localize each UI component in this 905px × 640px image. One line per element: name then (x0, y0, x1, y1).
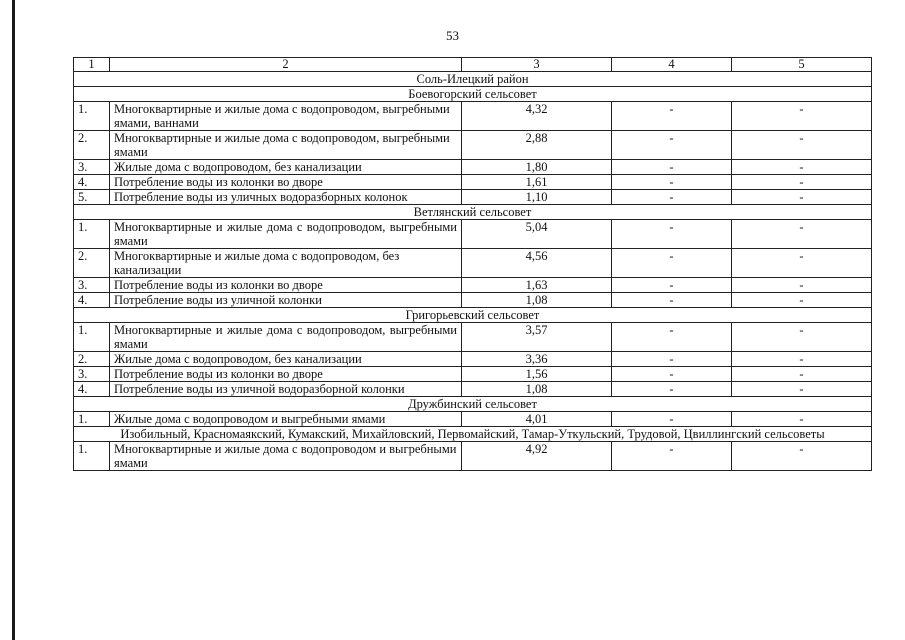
table-body (74, 72, 872, 471)
row-description: Многоквартирные и жилые дома с водопроводом, выгребными ямами (110, 220, 462, 249)
row-value: 4,01 (462, 412, 612, 427)
section-title: Григорьевский сельсовет (74, 308, 872, 323)
row-description: Потребление воды из колонки во дворе (110, 175, 462, 190)
row-value: 1,63 (462, 278, 612, 293)
row-number: 2. (74, 249, 110, 278)
row-column-4: - (612, 293, 732, 308)
row-column-5: - (732, 278, 872, 293)
row-column-5: - (732, 160, 872, 175)
table-row (74, 190, 872, 205)
row-description: Потребление воды из уличной колонки (110, 293, 462, 308)
row-number: 3. (74, 160, 110, 175)
column-header-3: 3 (462, 58, 612, 72)
row-column-4: - (612, 367, 732, 382)
row-column-5: - (732, 442, 872, 471)
row-column-5: - (732, 102, 872, 131)
table-row (74, 220, 872, 249)
row-column-4: - (612, 131, 732, 160)
row-description: Многоквартирные и жилые дома с водопроводом и выгребными ямами (110, 442, 462, 471)
row-number: 1. (74, 412, 110, 427)
table-row (74, 160, 872, 175)
row-column-4: - (612, 249, 732, 278)
section-title: Ветлянский сельсовет (74, 205, 872, 220)
row-column-4: - (612, 175, 732, 190)
column-number-row (74, 58, 872, 72)
row-column-4: - (612, 160, 732, 175)
row-number: 2. (74, 352, 110, 367)
row-column-4: - (612, 412, 732, 427)
row-column-5: - (732, 367, 872, 382)
row-column-4: - (612, 190, 732, 205)
section-row (74, 72, 872, 87)
row-column-4: - (612, 220, 732, 249)
row-value: 1,08 (462, 382, 612, 397)
row-number: 1. (74, 442, 110, 471)
section-row (74, 427, 872, 442)
row-value: 1,10 (462, 190, 612, 205)
row-column-5: - (732, 249, 872, 278)
column-header-2: 2 (110, 58, 462, 72)
table-row (74, 131, 872, 160)
row-value: 4,56 (462, 249, 612, 278)
row-value: 1,61 (462, 175, 612, 190)
row-description: Многоквартирные и жилые дома с водопроводом, выгребными ямами (110, 131, 462, 160)
row-column-4: - (612, 382, 732, 397)
row-number: 3. (74, 367, 110, 382)
row-description: Потребление воды из уличных водоразборных колонок (110, 190, 462, 205)
table-row (74, 367, 872, 382)
section-row (74, 87, 872, 102)
row-value: 4,32 (462, 102, 612, 131)
row-description: Жилые дома с водопроводом и выгребными ямами (110, 412, 462, 427)
section-title: Боевогорский сельсовет (74, 87, 872, 102)
table-row (74, 102, 872, 131)
row-number: 4. (74, 382, 110, 397)
row-column-5: - (732, 175, 872, 190)
table-row (74, 442, 872, 471)
row-number: 1. (74, 220, 110, 249)
table-row (74, 249, 872, 278)
section-title: Изобильный, Красномаякский, Кумакский, Михайловский, Первомайский, Тамар-Уткульский, Трудовой, Цвиллингский сельсоветы (74, 427, 872, 442)
row-column-4: - (612, 352, 732, 367)
row-column-4: - (612, 102, 732, 131)
row-number: 4. (74, 175, 110, 190)
table-row (74, 293, 872, 308)
row-number: 4. (74, 293, 110, 308)
row-number: 1. (74, 323, 110, 352)
tariff-table (73, 57, 872, 471)
row-number: 5. (74, 190, 110, 205)
section-row (74, 397, 872, 412)
row-number: 3. (74, 278, 110, 293)
table-row (74, 352, 872, 367)
row-column-4: - (612, 278, 732, 293)
row-column-5: - (732, 412, 872, 427)
row-description: Многоквартирные и жилые дома с водопроводом, без канализации (110, 249, 462, 278)
row-value: 1,56 (462, 367, 612, 382)
row-column-4: - (612, 323, 732, 352)
row-description: Многоквартирные и жилые дома с водопроводом, выгребными ямами (110, 323, 462, 352)
row-description: Многоквартирные и жилые дома с водопроводом, выгребными ямами, ваннами (110, 102, 462, 131)
row-description: Потребление воды из колонки во дворе (110, 278, 462, 293)
row-value: 3,36 (462, 352, 612, 367)
row-description: Жилые дома с водопроводом, без канализации (110, 352, 462, 367)
row-value: 4,92 (462, 442, 612, 471)
row-value: 1,08 (462, 293, 612, 308)
row-column-5: - (732, 220, 872, 249)
row-description: Жилые дома с водопроводом, без канализации (110, 160, 462, 175)
section-title: Дружбинский сельсовет (74, 397, 872, 412)
section-row (74, 308, 872, 323)
page-number: 53 (446, 28, 459, 43)
left-margin-rule (12, 0, 15, 640)
column-header-5: 5 (732, 58, 872, 72)
table-row (74, 278, 872, 293)
row-column-5: - (732, 293, 872, 308)
section-title: Соль-Илецкий район (74, 72, 872, 87)
row-description: Потребление воды из колонки во дворе (110, 367, 462, 382)
row-column-5: - (732, 352, 872, 367)
row-value: 2,88 (462, 131, 612, 160)
table-row (74, 412, 872, 427)
row-column-5: - (732, 382, 872, 397)
row-number: 1. (74, 102, 110, 131)
row-value: 1,80 (462, 160, 612, 175)
section-row (74, 205, 872, 220)
column-header-4: 4 (612, 58, 732, 72)
row-value: 5,04 (462, 220, 612, 249)
table-row (74, 175, 872, 190)
column-header-1: 1 (74, 58, 110, 72)
row-column-5: - (732, 190, 872, 205)
row-column-4: - (612, 442, 732, 471)
row-description: Потребление воды из уличной водоразборной колонки (110, 382, 462, 397)
row-column-5: - (732, 323, 872, 352)
table-row (74, 323, 872, 352)
row-column-5: - (732, 131, 872, 160)
row-number: 2. (74, 131, 110, 160)
row-value: 3,57 (462, 323, 612, 352)
table-row (74, 382, 872, 397)
